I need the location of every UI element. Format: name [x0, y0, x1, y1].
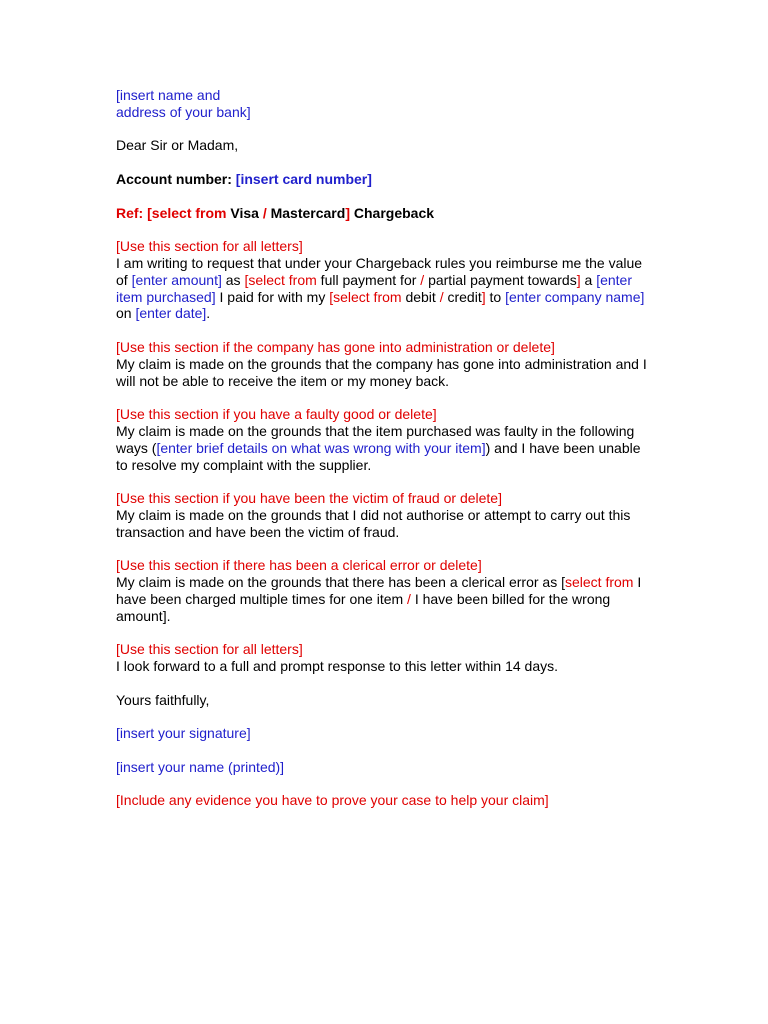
- body-text: debit: [401, 288, 440, 305]
- item-placeholder: [enter item purchased]: [116, 271, 632, 305]
- ref-open-bracket: [: [147, 204, 152, 221]
- body-text: I have been charged multiple times for one item: [116, 574, 642, 607]
- ref-chargeback: Chargeback: [349, 204, 435, 221]
- body-text: a: [580, 271, 597, 288]
- section-heading: [Use this section if you have been the victim of fraud or delete]: [116, 490, 502, 507]
- company-placeholder: [enter company name]: [505, 288, 645, 305]
- section-heading: [Use this section for all letters]: [116, 641, 303, 658]
- printed-name-placeholder: [insert your name (printed)]: [116, 758, 285, 775]
- details-placeholder: [enter brief details on what was wrong with your item]: [156, 439, 486, 456]
- body-text: partial payment towards: [424, 271, 577, 288]
- body-text: ) and I have been unable to resolve my complaint with the supplier.: [116, 439, 641, 473]
- select-from-marker: [select from: [329, 288, 402, 305]
- bank-address: [116, 87, 656, 121]
- body-text: to: [485, 288, 506, 305]
- sign-off: Yours faithfully,: [116, 691, 210, 708]
- greeting: Dear Sir or Madam,: [116, 137, 239, 154]
- ref-option-visa: Visa: [226, 204, 263, 221]
- option-slash: /: [420, 271, 425, 288]
- body-text: My claim is made on the grounds that the item purchased was faulty in the following ways (: [116, 422, 635, 456]
- section-closing: [116, 641, 656, 675]
- open-bracket: [: [561, 574, 565, 591]
- body-text: My claim is made on the grounds that I did not authorise or attempt to carry out this transaction and have been the victim of fraud.: [116, 506, 631, 540]
- date-placeholder: [enter date]: [135, 305, 207, 322]
- amount-placeholder: [enter amount]: [131, 271, 222, 288]
- bank-address-line1: [insert name and: [116, 87, 221, 103]
- section-faulty-good: [116, 406, 656, 473]
- body-text: on: [116, 305, 136, 322]
- account-number-label: Account number:: [116, 170, 236, 187]
- section-heading: [Use this section for all letters]: [116, 238, 303, 255]
- body-text: My claim is made on the grounds that the company has gone into administration and I will not be able to receive the item or my money back.: [116, 355, 647, 389]
- ref-label: Ref:: [116, 204, 148, 221]
- body-text: My claim is made on the grounds that there has been a clerical error as: [116, 574, 562, 591]
- body-text: I am writing to request that under your Chargeback rules you reimburse me the value of: [116, 254, 643, 288]
- select-from-marker: [select from: [244, 271, 317, 288]
- section-fraud: [116, 490, 656, 540]
- evidence-note: [Include any evidence you have to prove your case to help your claim]: [116, 792, 549, 809]
- ref-slash: /: [262, 204, 267, 221]
- select-from-marker: select from: [565, 574, 634, 591]
- bank-address-line2: address of your bank]: [116, 103, 251, 120]
- body-text: I paid for with my: [215, 288, 330, 305]
- close-bracket: ]: [576, 271, 581, 288]
- body-text: as: [221, 271, 245, 288]
- chargeback-letter: [116, 87, 656, 826]
- account-number-placeholder: [insert card number]: [235, 170, 372, 187]
- section-clerical-error: [116, 557, 656, 624]
- close-bracket: ]: [481, 288, 486, 305]
- ref-close-bracket: ]: [345, 204, 350, 221]
- section-heading: [Use this section if you have a faulty good or delete]: [116, 406, 437, 423]
- body-text: .: [166, 607, 171, 624]
- section-all-letters-intro: [116, 238, 656, 322]
- body-text: .: [206, 305, 211, 322]
- option-slash: /: [439, 288, 444, 305]
- reference-line: [116, 205, 656, 222]
- option-slash: /: [407, 590, 411, 607]
- section-administration: [116, 339, 656, 389]
- body-text: I have been billed for the wrong amount: [116, 590, 611, 624]
- ref-select-from: select from: [151, 204, 227, 221]
- ref-option-mastercard: Mastercard: [266, 204, 346, 221]
- close-bracket: ]: [162, 607, 167, 624]
- account-number-line: [116, 171, 656, 188]
- body-text: credit: [443, 288, 482, 305]
- signature-placeholder: [insert your signature]: [116, 725, 251, 742]
- body-text: I look forward to a full and prompt response to this letter within 14 days.: [116, 658, 559, 675]
- body-text: full payment for: [316, 271, 421, 288]
- section-heading: [Use this section if there has been a clerical error or delete]: [116, 557, 482, 574]
- section-heading: [Use this section if the company has gone into administration or delete]: [116, 338, 555, 355]
